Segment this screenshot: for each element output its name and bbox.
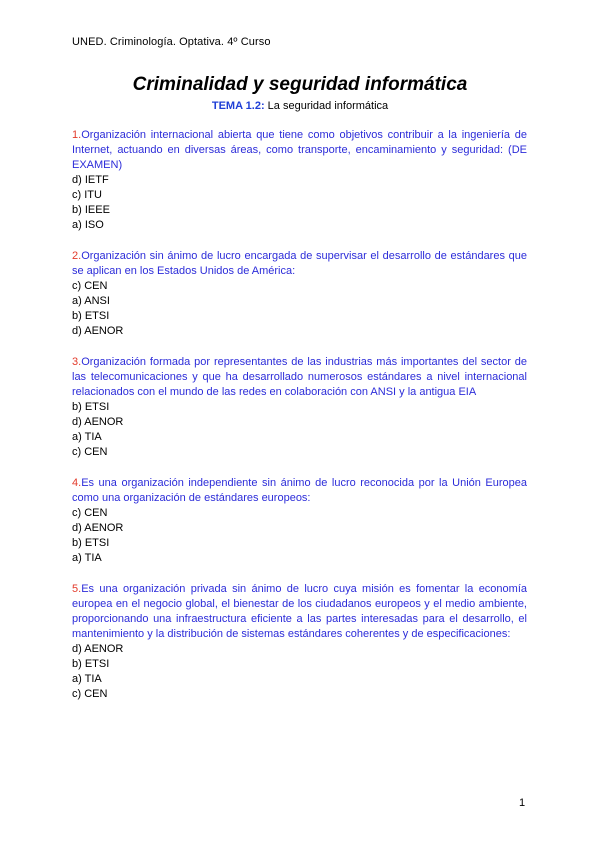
- answer-option: c) CEN: [72, 280, 108, 292]
- question-number: 4.: [72, 477, 82, 489]
- question-prompt: Es una organización independiente sin ánimo de lucro reconocida por la Unión Europea como una organización de estándares europeos:: [72, 477, 527, 504]
- question-number: 3.: [72, 356, 82, 368]
- question-3: [72, 355, 527, 460]
- answer-option: d) IETF: [72, 174, 109, 186]
- answer-option: a) TIA: [72, 673, 102, 685]
- question-prompt: Organización formada por representantes de las industrias más importantes del sector de las telecomunicaciones y que ha desarrollado numerosos estándares a nivel internacional relacionados con el mundo de las redes en colaboración con ANSI y la antigua EIA: [72, 356, 527, 398]
- question-text: [72, 128, 527, 173]
- answer-option: c) CEN: [72, 507, 108, 519]
- question-1: [72, 128, 527, 233]
- question-2: [72, 249, 527, 339]
- document-title: Criminalidad y seguridad informática: [132, 74, 468, 95]
- answer-option: a) TIA: [72, 431, 102, 443]
- answer-option: d) AENOR: [72, 522, 124, 534]
- question-number: 2.: [72, 250, 82, 262]
- answer-option: c) ITU: [72, 189, 102, 201]
- question-text: [72, 249, 527, 279]
- topic-name: La seguridad informática: [264, 100, 389, 112]
- answer-option: d) AENOR: [72, 643, 124, 655]
- answer-option: a) ANSI: [72, 295, 110, 307]
- answer-option: c) CEN: [72, 446, 108, 458]
- answer-option: a) ISO: [72, 219, 104, 231]
- answer-option: b) IEEE: [72, 204, 110, 216]
- answer-option: b) ETSI: [72, 537, 110, 549]
- question-4: [72, 476, 527, 566]
- answer-option: d) AENOR: [72, 325, 124, 337]
- question-text: [72, 476, 527, 506]
- question-number: 1.: [72, 129, 82, 141]
- page-number: 1: [519, 797, 526, 809]
- answer-option: b) ETSI: [72, 310, 110, 322]
- document-subtitle: [0, 100, 600, 112]
- answer-option: c) CEN: [72, 688, 108, 700]
- answer-option: d) AENOR: [72, 416, 124, 428]
- question-5: [72, 582, 527, 702]
- question-text: [72, 355, 527, 400]
- question-number: 5.: [72, 583, 82, 595]
- question-prompt: Es una organización privada sin ánimo de lucro cuya misión es fomentar la economía europea en el negocio global, el bienestar de los ciudadanos europeos y el medio ambiente, proporcionando una infraestructura eficiente a las partes interesadas para el desarrollo, el mantenimiento y la distribución de sistemas estándares coherentes y de especificaciones:: [72, 583, 527, 640]
- question-text: [72, 582, 527, 642]
- topic-label: TEMA 1.2:: [211, 100, 265, 112]
- question-prompt: Organización internacional abierta que tiene como objetivos contribuir a la ingeniería de Internet, actuando en diversas áreas, como transporte, encaminamiento y seguridad: (DE EXAMEN): [72, 129, 527, 171]
- question-prompt: Organización sin ánimo de lucro encargada de supervisar el desarrollo de estándares que se aplican en los Estados Unidos de América:: [72, 250, 527, 277]
- answer-option: b) ETSI: [72, 658, 110, 670]
- page-header: UNED. Criminología. Optativa. 4º Curso: [72, 36, 271, 48]
- question-list: [72, 128, 527, 718]
- answer-option: a) TIA: [72, 552, 102, 564]
- answer-option: b) ETSI: [72, 401, 110, 413]
